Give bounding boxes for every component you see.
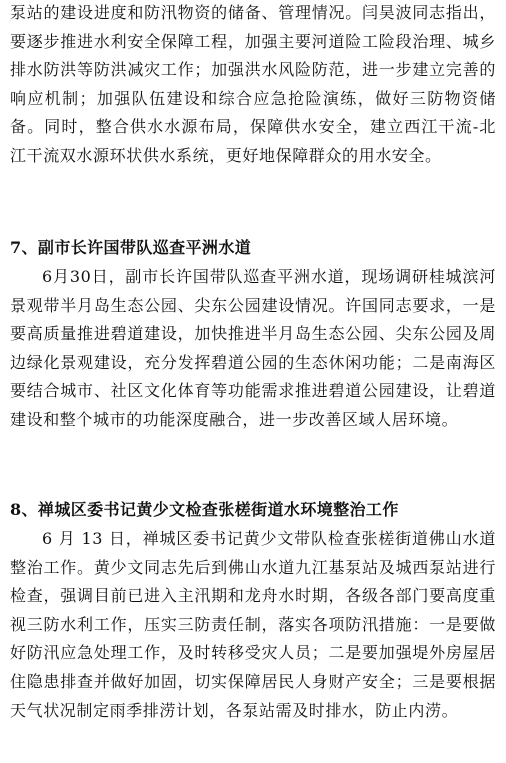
- paragraph-section-8: 6 月 13 日，禅城区委书记黄少文带队检查张槎街道佛山水道整治工作。黄少文同志先后到佛山水道九江基泵站及城西泵站进行检查，强调目前已进入主汛期和龙舟水时期，各级各部门要高度重视三防水利工作，压实三防责任制，落实各项防汛措施：一是要做好防汛应急处理工作，及时转移受灾人员；二是要加强堤外房屋居住隐患排查并做好加固，切实保障居民人身财产安全；三是要根据天气状况制定雨季排涝计划，各泵站需及时排水，防止内涝。: [10, 529, 496, 720]
- paragraph-section-7: 6月30日，副市长许国带队巡查平洲水道，现场调研桂城滨河景观带半月岛生态公园、尖东公园建设情况。许国同志要求，一是要高质量推进碧道建设，加快推进半月岛生态公园、尖东公园及周边绿化景观建设，充分发挥碧道公园的生态休闲功能；二是南海区要结合城市、社区文化体育等功能需求推进碧道公园建设，让碧道建设和整个城市的功能深度融合，进一步改善区域人居环境。: [10, 267, 496, 429]
- section-heading-8: 8、禅城区委书记黄少文检查张槎街道水环境整治工作: [10, 500, 399, 519]
- paragraph-flood-materials: 泵站的建设进度和防汛物资的储备、管理情况。闫昊波同志指出，要逐步推进水利安全保障工程，加强主要河道险工险段治理、城乡排水防洪等防洪减灾工作；加强洪水风险防范，进一步建立完善的响应机制；加强队伍建设和综合应急抢险演练，做好三防物资储备。同时，整合供水水源布局，保障供水安全，建立西江干流-北江干流双水源环状供水系统，更好地保障群众的用水安全。: [10, 3, 496, 165]
- section-heading-7: 7、副市长许国带队巡查平洲水道: [10, 238, 252, 257]
